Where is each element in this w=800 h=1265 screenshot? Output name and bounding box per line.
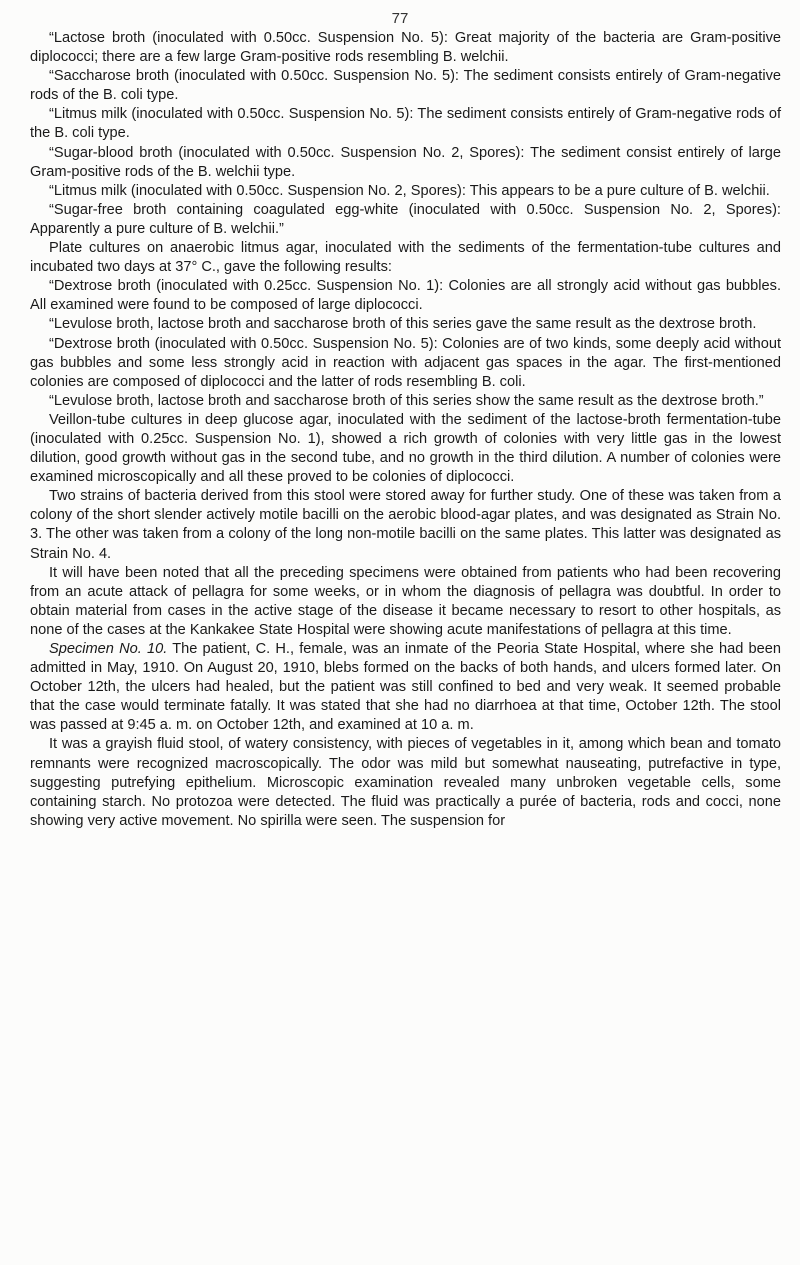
paragraph-levulose-series-1: “Levulose broth, lactose broth and saccharose broth of this series gave the same result as the dextrose broth. bbox=[49, 316, 757, 333]
paragraph-litmus-milk-suspension-5: “Litmus milk (inoculated with 0.50cc. Suspension No. 5): The sediment consists entirely of Gram-negative rods of the B. coli type. bbox=[30, 106, 781, 142]
paragraph-active-stage-cases: It will have been noted that all the preceding specimens were obtained from patients who had been recovering from an acute attack of pellagra for some weeks, or in whom the diagnosis of pellagra was doubtful. In order to obtain material from cases in the active stage of the disease it became necessary to resort to other hospitals, as none of the cases at the Kankakee State Hospital were showing acute manifestations of pellagra at this time. bbox=[30, 564, 781, 638]
paragraph-sugar-blood-broth-spores: “Sugar-blood broth (inoculated with 0.50cc. Suspension No. 2, Spores): The sediment consist entirely of large Gram-positive rods of the B. welchii type. bbox=[30, 144, 781, 180]
paragraph-saccharose-broth-suspension-5: “Saccharose broth (inoculated with 0.50cc. Suspension No. 5): The sediment consists entirely of Gram-negative rods of the B. coli type. bbox=[30, 68, 781, 104]
page-number: 77 bbox=[391, 10, 409, 27]
specimen-text: The patient, C. H., female, was an inmate of the Peoria State Hospital, where she had been admitted in May, 1910. On August 20, 1910, blebs formed on the backs of both hands, and ulcers formed later. On October 12th, the ulcers had healed, but the patient was still confined to bed and very weak. It seemed probable that the case would terminate fatally. It was stated that she had no diarrhoea at that time, October 12th. The stool was passed at 9:45 a. m. on October 12th, and examined at 10 a. m. bbox=[30, 641, 781, 734]
paragraph-veillon-tube-cultures: Veillon-tube cultures in deep glucose agar, inoculated with the sediment of the lactose-broth fermentation-tube (inoculated with 0.25cc. Suspension No. 1), showed a rich growth of colonies with very little gas in the lowest dilution, good growth without gas in the second tube, and no growth in the third dilution. A number of colonies were examined microscopically and all these proved to be colonies of diplococci. bbox=[30, 411, 781, 486]
paragraph-dextrose-broth-suspension-5: “Dextrose broth (inoculated with 0.50cc. Suspension No. 5): Colonies are of two kinds, some deeply acid without gas bubbles and some less strongly acid in reaction with adjacent gas spaces in the agar. The first-mentioned colonies are composed of diplococci and the latter of rods resembling B. coli. bbox=[30, 335, 781, 390]
paragraph-lactose-broth-suspension-5: “Lactose broth (inoculated with 0.50cc. Suspension No. 5): Great majority of the bacteria are Gram-positive diplococci; there are a few large Gram-positive rods resembling B. welchii. bbox=[30, 30, 781, 66]
body-text bbox=[30, 29, 781, 831]
paragraph-litmus-milk-spores: “Litmus milk (inoculated with 0.50cc. Suspension No. 2, Spores): This appears to be a pure culture of B. welchii. bbox=[49, 182, 770, 199]
paragraph-specimen-10 bbox=[30, 640, 781, 735]
paragraph-strains-stored: Two strains of bacteria derived from this stool were stored away for further study. One of these was taken from a colony of the short slender actively motile bacilli on the aerobic blood-agar plates, and was designated as Strain No. 3. The other was taken from a colony of the long non-motile bacilli on the same plates. This latter was designated as Strain No. 4. bbox=[30, 488, 781, 562]
paragraph-levulose-series-5: “Levulose broth, lactose broth and saccharose broth of this series show the same result as the dextrose broth.” bbox=[49, 392, 764, 409]
specimen-heading: Specimen No. 10. bbox=[49, 641, 168, 657]
paragraph-sugar-free-broth-spores: “Sugar-free broth containing coagulated egg-white (inoculated with 0.50cc. Suspension No. 2, Spores): Apparently a pure culture of B. welchii.” bbox=[30, 201, 781, 237]
paragraph-stool-description: It was a grayish fluid stool, of watery consistency, with pieces of vegetables in it, among which bean and tomato remnants were recognized macroscopically. The odor was mild but somewhat nauseating, putrefactive in type, suggesting putrefying epithelium. Microscopic examination revealed many unbroken vegetable cells, some containing starch. No protozoa were detected. The fluid was practically a purée of bacteria, rods and cocci, none showing very active movement. No spirilla were seen. The suspension for bbox=[30, 736, 781, 829]
paragraph-plate-cultures-intro: Plate cultures on anaerobic litmus agar, inoculated with the sediments of the fermentation-tube cultures and incubated two days at 37° C., gave the following results: bbox=[30, 240, 781, 276]
paragraph-dextrose-broth-suspension-1: “Dextrose broth (inoculated with 0.25cc. Suspension No. 1): Colonies are all strongly acid without gas bubbles. All examined were found to be composed of large diplococci. bbox=[30, 278, 781, 314]
